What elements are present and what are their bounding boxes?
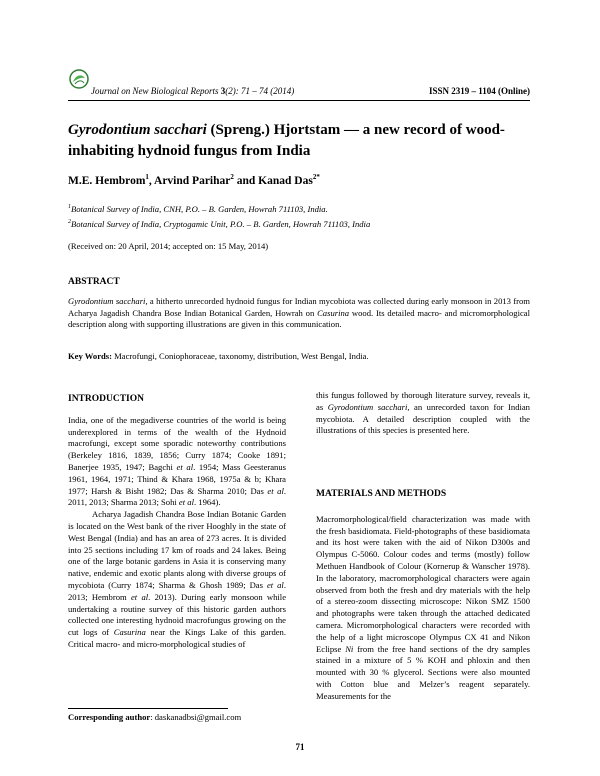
page-number: 71: [295, 742, 305, 752]
methods-heading: MATERIALS AND METHODS: [316, 489, 447, 499]
header-divider: [68, 100, 530, 101]
methods-paragraph: Macromorphological/field characterization was made with the fresh basidiomata. Field-photographs of these basidiomata and its host were taken with the aid of Nikon D300s and Olympus C-5060. Colour codes and terms (mostly) follow Methuen Handbook of Colour (Kornerup & Wanscher 1978). In the laboratory, macromorphological characters were again observed from both the fresh and dry materials with the help of a stereo-zoom dissecting microscope: Nikon SMZ 1500 and photographs were taken through the attached dedicated camera. Micromorphological characters were recorded with the help of a light microscope Olympus CX 41 and Nikon Eclipse Ni from the free hand sections of the dry samples stained in a mixture of 5 % KOH and phloxin and then mounted with 30 % glycerol. Sections were also mounted with Cotton blue and Melzer’s reagent separately. Measurements for the: [316, 513, 530, 701]
footnote-divider: [68, 708, 228, 709]
abstract-heading: ABSTRACT: [68, 277, 120, 287]
abstract-text: Gyrodontium sacchari, a hitherto unrecorded hydnoid fungus for Indian mycobiota was collected during early monsoon in 2013 from Acharya Jagadish Chandra Bose Indian Botanical Garden, Howrah on Casurina wood. Its detailed macro- and micromorphological description along with supporting illustrations are given in this communication.: [68, 296, 531, 330]
introduction-heading: INTRODUCTION: [68, 394, 145, 404]
journal-citation: Journal on New Biological Reports 3(2): 71 – 74 (2014): [91, 86, 295, 96]
affiliations: [68, 201, 370, 231]
issn: ISSN 2319 – 1104 (Online): [428, 86, 530, 96]
left-column: [68, 394, 286, 651]
corresponding-author: Corresponding author: daskanadbsi@gmail.com: [68, 712, 242, 722]
keywords: Key Words: Macrofungi, Coniophoraceae, taxonomy, distribution, West Bengal, India.: [68, 351, 369, 361]
intro-paragraph-1: India, one of the megadiverse countries of the world is being underexplored in terms of the wealth of the Hydnoid macrofungi, except some sporadic noteworthy contributions (Berkeley 1816, 1839, 1856; Curry 1874; Cooke 1891; Banerjee 1935, 1947; Bagchi et al. 1954; Mass Geesteranus 1961, 1964, 1971; Thind & Khara 1968, 1975a & b; Khara 1977; Harsh & Bisht 1982; Das & Sharma 2010; Das et al. 2011, 2013; Sharma 2013; Sohi et al. 1964).: [68, 414, 286, 508]
received-dates: (Received on: 20 April, 2014; accepted on: 15 May, 2014): [68, 241, 269, 251]
intro-paragraph-2: Acharya Jagadish Chandra Bose Indian Botanic Garden is located on the West bank of the river Hooghly in the state of West Bengal (India) and has an area of 273 acres. It is divided into 25 sections including 17 km of roads and 24 lakes. Being one of the large botanic gardens in Asia it is conserving many native, endemic and exotic plants along with diverse groups of mycobiota (Curry 1874; Sharma & Ghosh 1989; Das et al. 2013; Hembrom et al. 2013). During early monsoon while undertaking a routine survey of this historic garden authors collected one interesting hydnoid macrofungus growing on the cut logs of Casurina near the Kings Lake of this garden. Critical macro- and micro-morphological studies of: [68, 509, 287, 649]
intro-continuation: this fungus followed by thorough literature survey, reveals it, as Gyrodontium sacchari, an unrecorded taxon for Indian mycobiota. A detailed description coupled with the illustrations of this species is presented here.: [316, 390, 530, 436]
affiliation-2: $^2$Botanical Survey of India, Cryptogamic Unit, P.O. – B. Garden, Howrah 711103, India: [68, 218, 371, 229]
author-list: M.E. Hembrom$^1$, Arvind Parihar$^2$ and Kanad Das$^{2*}$: [68, 173, 320, 187]
journal-logo-icon: [68, 68, 90, 90]
methods-section: [316, 489, 530, 703]
paper-title: Gyrodontium sacchari (Spreng.) Hjortstam — a new record of wood-inhabiting hydnoid fungus from India: [68, 122, 505, 159]
affiliation-1: $^1$Botanical Survey of India, CNH, P.O. – B. Garden, Howrah 711103, India.: [68, 203, 328, 214]
journal-header: [68, 80, 530, 100]
